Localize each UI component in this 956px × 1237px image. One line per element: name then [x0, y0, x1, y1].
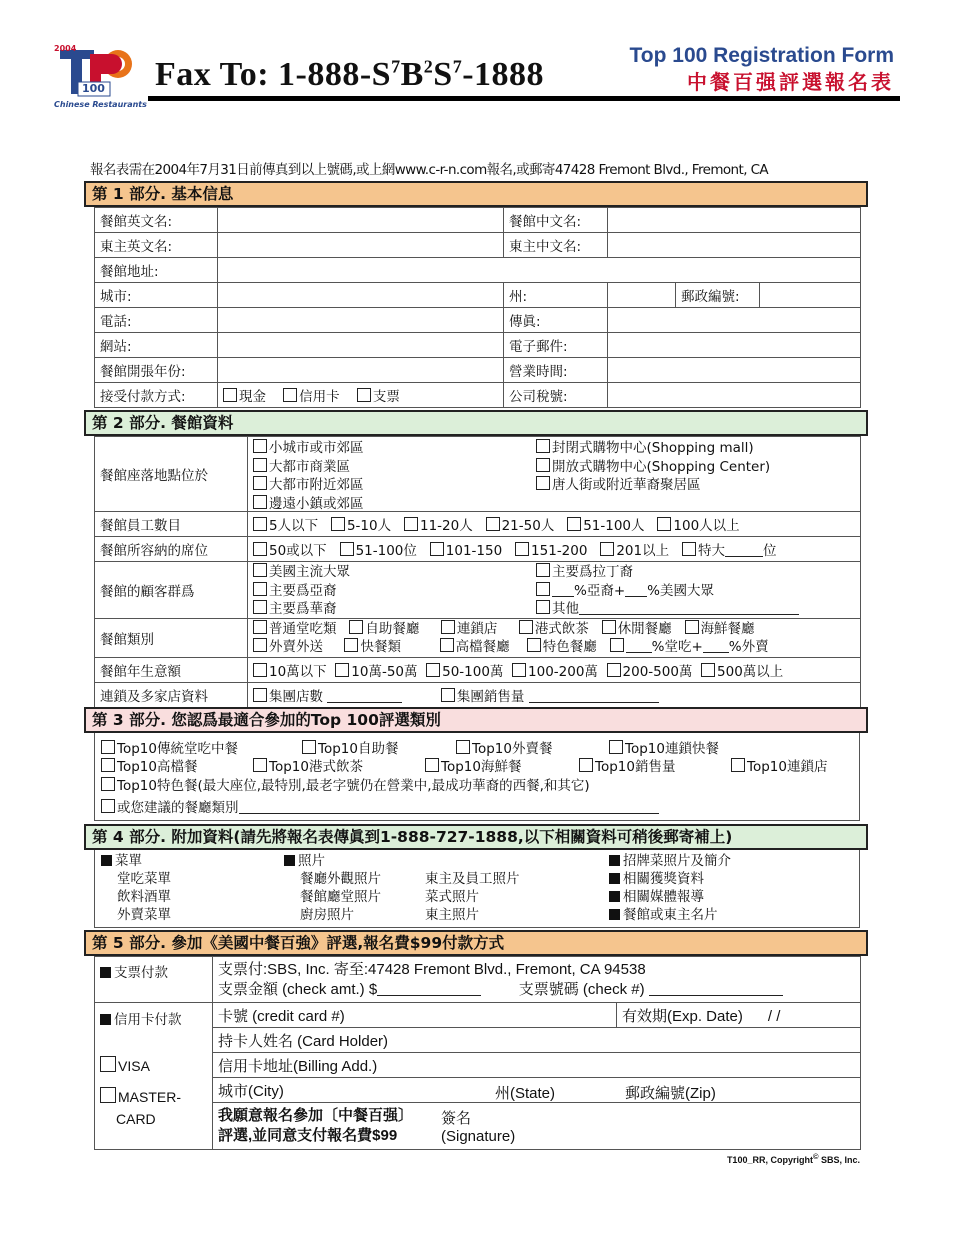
checkbox-revenue-2[interactable]: 10萬-50萬 [335, 664, 417, 680]
checkbox-seats-4[interactable]: 151-200 [515, 543, 587, 559]
checkbox-top10-seafood[interactable]: Top10海鮮餐 [425, 759, 521, 775]
item-takeout-menu: 外賣菜單 [117, 907, 171, 923]
customer-options [248, 562, 861, 619]
chain-options [248, 683, 861, 708]
input-phone[interactable] [218, 308, 504, 333]
label-tax-id: 公司稅號: [504, 383, 608, 408]
checkbox-credit-card[interactable]: 信用卡 [283, 389, 340, 405]
label-phone: 電話: [95, 308, 218, 333]
checkbox-type-casual[interactable]: 休閒餐廳 [602, 621, 672, 637]
checkbox-chain-count[interactable]: 集團店數 [253, 689, 402, 705]
staff-options [248, 512, 861, 537]
label-staff: 餐館員工數目 [95, 512, 248, 537]
checkbox-seats-1[interactable]: 50或以下 [253, 543, 327, 559]
input-owner-cn[interactable] [608, 233, 861, 258]
section1-header: 第 1 部分. 基本信息 [84, 181, 868, 207]
checkbox-check[interactable]: 支票 [357, 389, 400, 405]
checkbox-revenue-4[interactable]: 100-200萬 [512, 664, 598, 680]
checkbox-seats-special[interactable]: 特大 位 [682, 543, 777, 559]
checkbox-seats-3[interactable]: 101-150 [430, 543, 502, 559]
checkbox-type-dimsum[interactable]: 港式飲茶 [519, 621, 589, 637]
item-business-card: 餐館或東主名片 [609, 906, 731, 924]
section3-header: 第 3 部分. 您認爲最適合參加的Top 100評選類別 [84, 707, 868, 733]
item-signature-dish: 招牌菜照片及簡介 [609, 852, 731, 870]
card-city-row [213, 1078, 861, 1103]
checkbox-customers-asian[interactable]: 主要爲亞裔 [253, 582, 350, 601]
checkbox-staff-5[interactable]: 51-100人 [567, 518, 644, 534]
item-kitchen-photo: 廚房照片 [300, 907, 354, 923]
section5-header: 第 5 部分. 參加《美國中餐百強》評選,報名費$99付款方式 [84, 930, 868, 956]
section4-header: 第 4 部分. 附加資料(請先將報名表傳眞到1-888-727-1888,以下相關資料可稍後郵寄補上) [84, 824, 868, 850]
input-fax[interactable] [608, 308, 861, 333]
input-website[interactable] [218, 333, 504, 358]
checkbox-type-chain[interactable]: 連鎖店 [441, 621, 498, 637]
checkbox-location-chinatown[interactable]: 唐人街或附近華裔聚居區 [536, 476, 770, 495]
label-seats: 餐館所容納的席位 [95, 537, 248, 562]
input-owner-en[interactable] [218, 233, 504, 258]
label-email: 電子郵件: [504, 333, 608, 358]
type-options [248, 619, 861, 658]
item-owner-photo: 東主照片 [425, 907, 479, 923]
check-amount-field[interactable]: 支票金額 (check amt.) $ 支票號碼 (check #) [218, 980, 855, 1000]
label-customers: 餐館的顧客群爲 [95, 562, 248, 619]
checkbox-customers-mainstream[interactable]: 美國主流大眾 [253, 563, 350, 582]
checkbox-location-remote[interactable]: 邊遠小鎮或郊區 [253, 495, 364, 512]
checkbox-chain-sales[interactable]: 集團銷售量 [441, 689, 659, 705]
label-payment: 接受付款方式: [95, 383, 218, 408]
label-name-cn: 餐館中文名: [504, 208, 608, 233]
checkbox-top10-upscale[interactable]: Top10高檔餐 [101, 759, 197, 775]
label-address: 餐館地址: [95, 258, 218, 283]
checkbox-revenue-1[interactable]: 10萬以下 [253, 664, 327, 680]
logo-number: 100 [82, 82, 105, 95]
label-check-payment: 支票付款 [95, 957, 213, 1003]
section4-body [94, 850, 860, 928]
card-exp-field[interactable]: 有效期(Exp. Date) / / [617, 1003, 861, 1028]
label-card-payment: 信用卡付款 [100, 1008, 207, 1028]
checkbox-location-small-city[interactable]: 小城市或市郊區 [253, 439, 364, 458]
section2-table [94, 436, 861, 708]
checkbox-type-upscale[interactable]: 高檔餐廳 [440, 639, 510, 655]
label-city: 城市: [95, 283, 218, 308]
checkbox-seats-5[interactable]: 201以上 [600, 543, 669, 559]
card-payment-cell [95, 1003, 213, 1150]
checkbox-revenue-6[interactable]: 500萬以上 [701, 664, 783, 680]
checkbox-staff-4[interactable]: 21-50人 [486, 518, 555, 534]
checkbox-customers-latino[interactable]: 主要爲拉丁裔 [536, 563, 799, 582]
header-divider [148, 96, 900, 101]
item-awards: 相關獲獎資料 [609, 870, 731, 888]
label-location: 餐館座落地點位於 [95, 437, 248, 512]
label-zip: 郵政編號: [676, 283, 760, 308]
checkbox-top10-sales[interactable]: Top10銷售量 [579, 759, 675, 775]
input-address[interactable] [218, 258, 861, 283]
checkbox-top10-buffet[interactable]: Top10自助餐 [302, 741, 398, 757]
input-year-opened[interactable] [218, 358, 504, 383]
label-state: 州: [504, 283, 608, 308]
checkbox-top10-traditional[interactable]: Top10傳統堂吃中餐 [101, 741, 238, 757]
card-state-field[interactable]: 州(State) [495, 1085, 556, 1102]
checkbox-type-buffet[interactable]: 自助餐廳 [349, 621, 419, 637]
location-options [248, 437, 861, 512]
revenue-options [248, 658, 861, 683]
check-details [213, 957, 861, 1003]
checkbox-staff-6[interactable]: 100人以上 [657, 518, 739, 534]
item-media: 相關媒體報導 [609, 888, 731, 906]
checkbox-location-mall[interactable]: 封閉式購物中心(Shopping mall) [536, 439, 770, 458]
checkbox-type-mix[interactable]: %堂吃+ %外賣 [610, 639, 769, 655]
item-dinein-menu: 堂吃菜單 [117, 871, 171, 887]
copyright: T100_RR, Copyright© SBS, Inc. [726, 1152, 860, 1165]
input-name-cn[interactable] [608, 208, 861, 233]
label-name-en: 餐館英文名: [95, 208, 218, 233]
label-hours: 營業時間: [504, 358, 608, 383]
input-hours[interactable] [608, 358, 861, 383]
card-number-field[interactable]: 卡號 (credit card #) [213, 1003, 617, 1028]
seats-options [248, 537, 861, 562]
checkbox-location-center[interactable]: 開放式購物中心(Shopping Center) [536, 458, 770, 477]
label-year-opened: 餐館開張年份: [95, 358, 218, 383]
input-state[interactable] [608, 283, 676, 308]
checkbox-staff-2[interactable]: 5-10人 [331, 518, 391, 534]
checkbox-staff-1[interactable]: 5人以下 [253, 518, 318, 534]
checkbox-type-seafood[interactable]: 海鮮餐廳 [685, 621, 755, 637]
item-dish-photo: 菜式照片 [425, 889, 479, 905]
checkbox-location-business[interactable]: 大都市商業區 [253, 458, 364, 477]
card-city-field[interactable]: 城市(City) [218, 1082, 284, 1100]
checkbox-type-takeout[interactable]: 外賣外送 [253, 639, 323, 655]
section1-table [94, 207, 861, 408]
checkbox-top10-fastfood-chain[interactable]: Top10連鎖快餐 [609, 741, 719, 757]
label-type: 餐館類別 [95, 619, 248, 658]
card-zip-field[interactable]: 郵政編號(Zip) [625, 1085, 716, 1102]
checkbox-top10-dimsum[interactable]: Top10港式飲茶 [253, 759, 363, 775]
label-website: 網站: [95, 333, 218, 358]
item-exterior-photo: 餐廳外觀照片 [300, 871, 381, 887]
checkbox-location-suburb[interactable]: 大都市附近郊區 [253, 476, 364, 495]
section3-body [94, 733, 860, 821]
checkbox-seats-2[interactable]: 51-100位 [340, 543, 417, 559]
input-email[interactable] [608, 333, 861, 358]
checkbox-customers-other[interactable]: 其他 [536, 600, 799, 619]
agreement-text: 我願意報名參加〔中餐百强〕 評選,並同意支付報名費$99 [218, 1107, 414, 1144]
checkbox-suggested-category[interactable]: 或您建議的餐廳類別 [101, 800, 659, 816]
item-menu: 菜單 [101, 852, 171, 870]
card-billing-field[interactable]: 信用卡地址(Billing Add.) [213, 1053, 861, 1078]
fax-number: Fax To: $1-888-S^7B^2S^7-1888$ [155, 56, 545, 93]
checkbox-visa[interactable]: VISA [100, 1056, 207, 1074]
input-zip[interactable] [760, 283, 861, 308]
card-holder-field[interactable]: 持卡人姓名 (Card Holder) [213, 1028, 861, 1053]
logo-caption: Chinese Restaurants [54, 100, 147, 109]
check-payto: 支票付:SBS, Inc. 寄至:47428 Fremont Blvd., Fremont, CA 94538 [218, 960, 646, 978]
checkbox-cash[interactable]: 現金 [223, 389, 266, 405]
item-staff-photo: 東主及員工照片 [425, 871, 520, 887]
label-owner-en: 東主英文名: [95, 233, 218, 258]
checkbox-customers-chinese[interactable]: 主要爲華裔 [253, 600, 350, 619]
label-chain: 連鎖及多家店資料 [95, 683, 248, 708]
form-title-en: Top 100 Registration Form [629, 44, 894, 67]
label-owner-cn: 東主中文名: [504, 233, 608, 258]
checkbox-top10-chain[interactable]: Top10連鎖店 [731, 759, 827, 775]
input-name-en[interactable] [218, 208, 504, 233]
checkbox-type-specialty[interactable]: 特色餐廳 [527, 639, 597, 655]
checkbox-customers-mix[interactable]: %亞裔+ %美國大眾 [536, 582, 799, 601]
section5-table [94, 956, 861, 1150]
logo-year: 2004 [54, 44, 77, 53]
item-photos: 照片 [284, 852, 381, 870]
label-fax: 傳眞: [504, 308, 608, 333]
input-city[interactable] [218, 283, 504, 308]
checkbox-top10-specialty[interactable]: Top10特色餐(最大座位,最特別,最老字號仍在營業中,最成功華裔的西餐,和其它) [101, 778, 590, 794]
item-hall-photo: 餐館廳堂照片 [300, 889, 381, 905]
top100-logo [54, 42, 146, 114]
checkbox-mastercard[interactable]: MASTER- CARD [100, 1086, 207, 1130]
label-revenue: 餐館年生意額 [95, 658, 248, 683]
section2-header: 第 2 部分. 餐館資料 [84, 410, 868, 436]
agreement-row [213, 1103, 861, 1150]
checkbox-type-fastfood[interactable]: 快餐類 [344, 639, 401, 655]
item-drink-menu: 飲料酒單 [117, 889, 171, 905]
form-title-cn: 中餐百强評選報名表 [687, 70, 894, 94]
input-tax-id[interactable] [608, 383, 861, 408]
checkbox-revenue-3[interactable]: 50-100萬 [426, 664, 503, 680]
instructions: 報名表需在2004年7月31日前傳真到以上號碼,或上網www.c-r-n.com報名,或郵寄47428 Fremont Blvd., Fremont, CA [90, 162, 769, 178]
payment-options [218, 383, 504, 408]
signature-field[interactable]: 簽名 (Signature) [441, 1110, 516, 1145]
checkbox-type-dinein[interactable]: 普通堂吃類 [253, 621, 337, 637]
checkbox-top10-takeout[interactable]: Top10外賣餐 [456, 741, 552, 757]
checkbox-revenue-5[interactable]: 200-500萬 [607, 664, 693, 680]
checkbox-staff-3[interactable]: 11-20人 [404, 518, 473, 534]
